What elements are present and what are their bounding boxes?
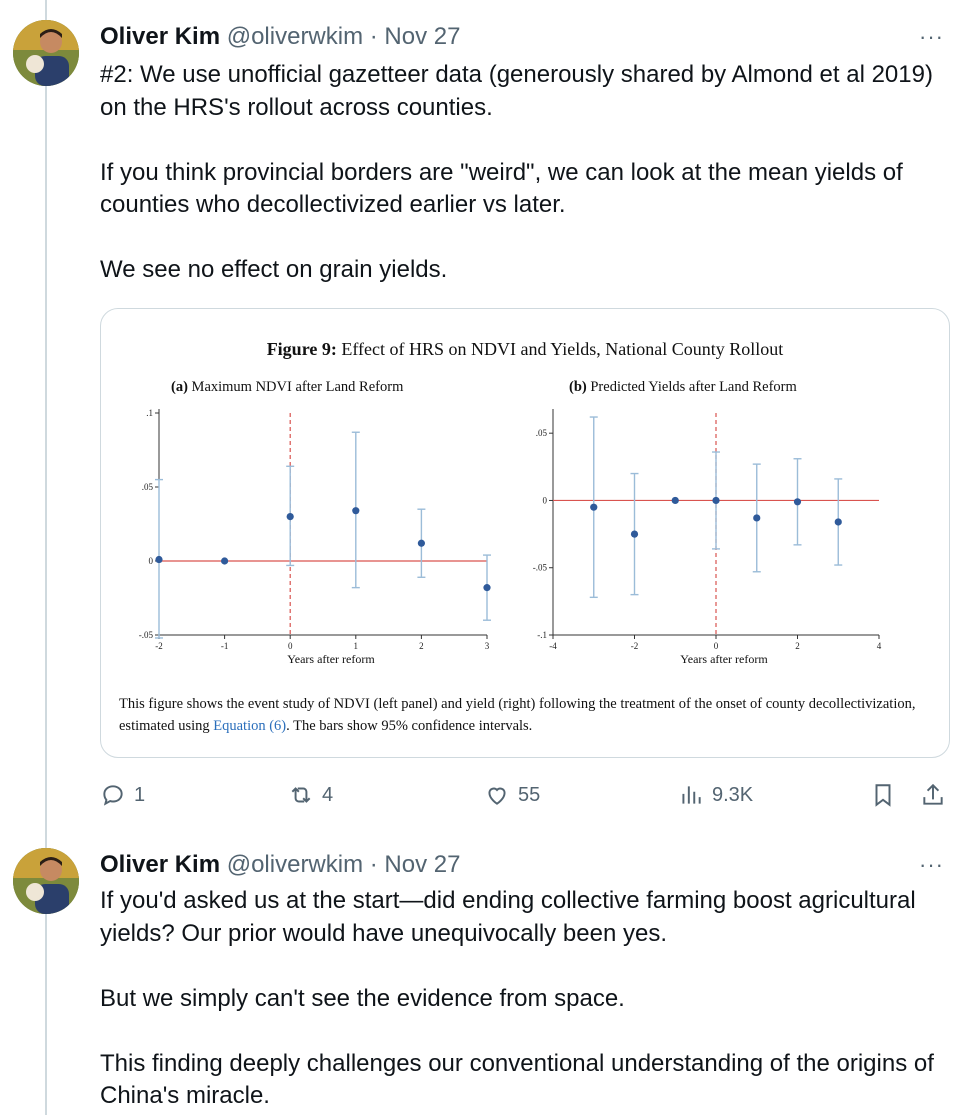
reply-button[interactable] — [100, 778, 145, 812]
figure-caption: This figure shows the event study of NDVI (left panel) and yield (right) following the treatment of the onset of county decollectivization, estimated using Equation (6). The bars show 95% confidence intervals. — [119, 696, 916, 734]
figure-title-text: Effect of HRS on NDVI and Yields, National County Rollout — [336, 339, 784, 359]
data-point — [590, 504, 597, 511]
like-count: 55 — [518, 783, 541, 806]
x-axis-label: Years after reform — [680, 652, 768, 666]
tweet-actions — [100, 778, 950, 812]
views-button[interactable] — [678, 778, 753, 812]
x-tick-label: 4 — [876, 641, 882, 651]
data-point — [753, 514, 760, 521]
more-options-button[interactable]: ··· — [919, 24, 944, 49]
x-tick-label: 0 — [713, 641, 719, 651]
thread-connector-line — [45, 0, 47, 1115]
x-tick-label: 2 — [419, 641, 424, 651]
data-point — [672, 497, 679, 504]
bookmark-icon — [870, 782, 896, 808]
tweet-header — [100, 22, 460, 52]
retweet-count: 4 — [322, 783, 334, 806]
like-button[interactable] — [484, 778, 540, 812]
data-point — [631, 530, 638, 537]
author-name[interactable]: Oliver Kim — [100, 851, 221, 878]
tweet-text — [100, 59, 940, 287]
panel-b-title: (b) Predicted Yields after Land Reform — [569, 379, 797, 395]
data-point — [835, 518, 842, 525]
tweet-paragraph: We see no effect on grain yields. — [100, 256, 448, 283]
data-point — [794, 498, 801, 505]
equation-link[interactable]: Equation (6) — [213, 718, 287, 734]
share-icon — [920, 782, 946, 808]
y-tick-label: -.05 — [138, 630, 153, 640]
tweet-paragraph: #2: We use unofficial gazetteer data (generously shared by Almond et al 2019) on the HRS's rollout across counties. — [100, 61, 933, 121]
y-tick-label: -.05 — [532, 562, 547, 573]
tweet-paragraph: But we simply can't see the evidence from space. — [100, 984, 625, 1012]
y-tick-label: .1 — [146, 408, 153, 418]
y-tick-label: 0 — [542, 495, 547, 506]
author-name[interactable]: Oliver Kim — [100, 23, 221, 50]
figure-number: Figure 9: — [266, 339, 337, 359]
tweet-text — [100, 885, 940, 1113]
views-count: 9.3K — [712, 783, 754, 806]
tweet-date[interactable]: · Nov 27 — [369, 23, 461, 50]
tweet-header — [100, 850, 460, 880]
y-tick-label: 0 — [148, 556, 153, 566]
data-point — [483, 584, 490, 591]
panel-a-title: (a) Maximum NDVI after Land Reform — [171, 379, 404, 395]
retweet-icon — [288, 782, 314, 808]
data-point — [155, 556, 162, 563]
y-tick-label: .05 — [535, 428, 547, 439]
avatar[interactable] — [13, 848, 79, 914]
x-tick-label: -2 — [630, 641, 639, 651]
y-tick-label: -.1 — [537, 630, 547, 640]
avatar[interactable] — [13, 20, 79, 86]
x-tick-label: -1 — [220, 641, 229, 651]
more-options-button[interactable]: ··· — [919, 852, 944, 877]
x-tick-label: 3 — [484, 641, 490, 651]
data-point — [287, 513, 294, 520]
data-point — [352, 507, 359, 514]
x-tick-label: -4 — [549, 641, 557, 651]
tweet-paragraph: If you'd asked us at the start—did ending collective farming boost agricultural yields? Our prior would have unequivocally been yes. — [100, 887, 916, 947]
reply-icon — [100, 782, 126, 808]
y-tick-label: .05 — [141, 482, 153, 492]
bookmark-button[interactable] — [870, 778, 896, 812]
media-figure-card[interactable] — [100, 308, 950, 758]
retweet-button[interactable] — [288, 778, 333, 812]
tweet-paragraph: If you think provincial borders are "weird", we can look at the mean yields of counties who decollectivized earlier vs later. — [100, 158, 903, 218]
reply-count: 1 — [134, 783, 146, 806]
share-button[interactable] — [920, 778, 946, 812]
data-point — [712, 497, 719, 504]
x-tick-label: -2 — [155, 641, 163, 651]
tweet-date[interactable]: · Nov 27 — [369, 851, 461, 878]
event-study-charts — [101, 309, 949, 679]
tweet-paragraph: This finding deeply challenges our conventional understanding of the origins of China's miracle. — [100, 1049, 934, 1109]
data-point — [221, 557, 228, 564]
x-axis-label: Years after reform — [287, 652, 375, 666]
author-handle[interactable]: @oliverwkim — [226, 23, 364, 50]
x-tick-label: 1 — [353, 641, 359, 651]
x-tick-label: 0 — [287, 641, 293, 651]
data-point — [418, 540, 425, 547]
x-tick-label: 2 — [795, 641, 800, 651]
analytics-icon — [678, 782, 704, 808]
heart-icon — [484, 782, 510, 808]
author-handle[interactable]: @oliverwkim — [226, 851, 364, 878]
